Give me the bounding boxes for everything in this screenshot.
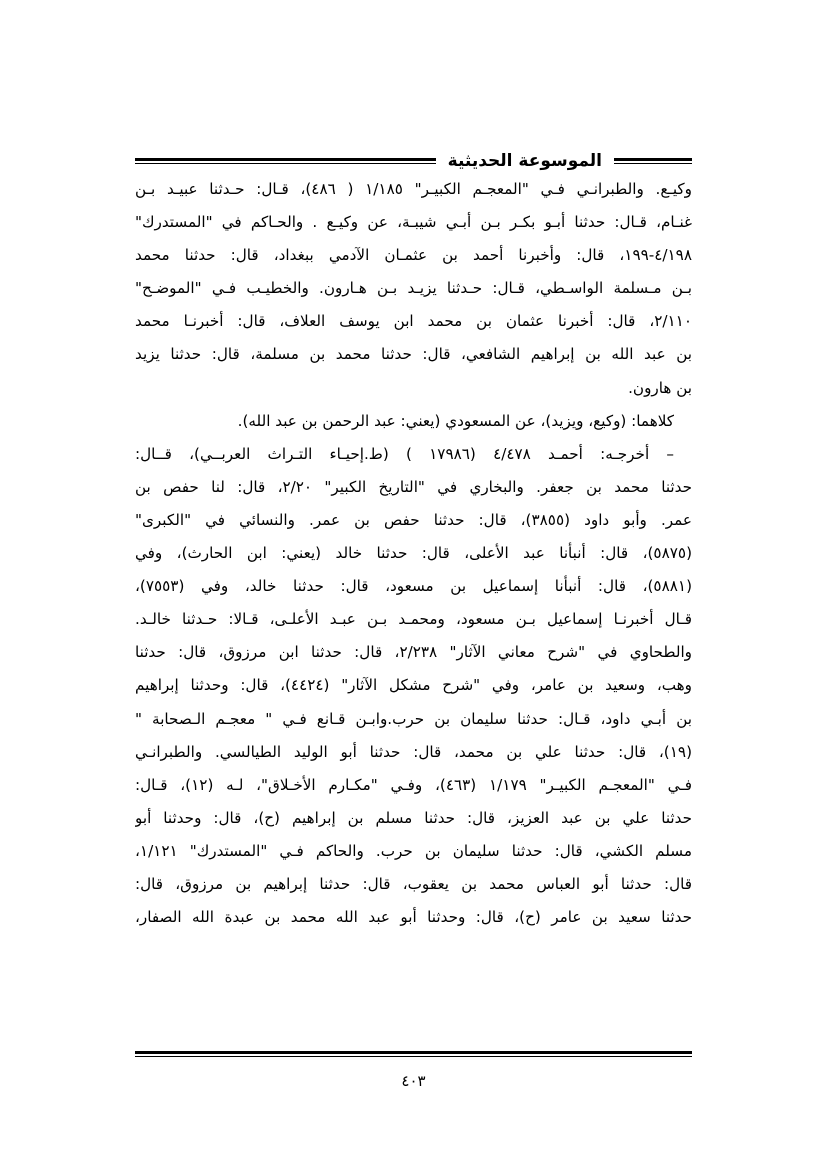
text-line: بن عبد الله بن إبراهيم الشافعي، قال: حدثنا محمد بن مسلمة، قال: حدثنا يزيد xyxy=(135,345,692,364)
text-line: بن أبـي داود، قـال: حدثنا سليمان بن حرب.وابـن قـانع فـي " معجـم الـصحابة " xyxy=(135,709,692,728)
header-rule-left xyxy=(135,158,436,164)
text-line: ٢/١١٠، قال: أخبرنا عثمان بن محمد ابن يوسف العلاف، قال: أخبرنـا محمد xyxy=(135,312,692,331)
header-title: الموسوعة الحديثية xyxy=(447,151,602,171)
text-line: بـن مـسلمة الواسـطي، قـال: حـدثنا يزيـد بـن هـارون. والخطيـب فـي "الموضـح" xyxy=(135,279,692,298)
text-line: وكيـع. والطبرانـي فـي "المعجـم الكبيـر" ١/١٨٥ ( ٤٨٦)، قـال: حـدثنا عبيـد بـن xyxy=(135,180,692,198)
text-line: عمر. وأبو داود (٣٨٥٥)، قال: حدثنا حفص بن عمر. والنسائي في "الكبرى" xyxy=(135,510,692,529)
text-line: حدثنا محمد بن جعفر. والبخاري في "التاريخ الكبير" ٢/٢٠، قال: لنا حفص بن xyxy=(135,477,692,496)
text-line: حدثنا سعيد بن عامر (ح)، قال: وحدثنا أبو عبد الله محمد بن عبدة الله الصفار، xyxy=(135,908,692,927)
text-line: فـي "المعجـم الكبيـر" ١/١٧٩ (٤٦٣)، وفـي "مكـارم الأخـلاق"، لـه (١٢)، قـال: xyxy=(135,775,692,794)
page-body xyxy=(135,173,692,934)
text-line: غنـام، قـال: حدثنا أبـو بكـر بـن أبـي شيبـة، عن وكيـع . والحـاكم في "المستدرك" xyxy=(135,213,692,232)
text-line: بن هارون. xyxy=(628,378,692,397)
text-line: كلاهما: (وكيع، ويزيد)، عن المسعودي (يعني: عبد الرحمن بن عبد الله). xyxy=(237,411,674,430)
text-line: – أخرجـه: أحمـد ٤/٤٧٨ (١٧٩٨٦ ) (ط.إحيـاء التـراث العربــي)، قــال: xyxy=(135,444,674,463)
text-line: مسلم الكشي، قال: حدثنا سليمان بن حرب. والحاكم فـي "المستدرك" ١/١٢١، xyxy=(135,841,692,860)
page-number: ٤٠٣ xyxy=(401,1072,426,1090)
text-line: قـال أخبرنـا إسماعيل بـن مسعود، ومحمـد بـن عبـد الأعلـى، قـالا: حـدثنا خالـد. xyxy=(135,610,692,629)
running-header xyxy=(135,148,692,174)
text-line: ٤/١٩٨-١٩٩، قال: وأخبرنا أحمد بن عثمـان الآدمي ببغداد، قال: حدثنا محمد xyxy=(135,246,692,265)
header-rule-right xyxy=(614,158,692,164)
footer-rule xyxy=(135,1051,692,1057)
text-line: (٥٨٧٥)، قال: أنبأنا عبد الأعلى، قال: حدثنا خالد (يعني: ابن الحارث)، وفي xyxy=(135,544,692,563)
text-line: (٥٨٨١)، قال: أنبأنا إسماعيل بن مسعود، قال: حدثنا خالد، وفي (٧٥٥٣)، xyxy=(135,577,692,596)
text-line: وهب، وسعيد بن عامر، وفي "شرح مشكل الآثار" (٤٤٢٤)، قال: وحدثنا إبراهيم xyxy=(135,676,692,695)
text-line: (١٩)، قال: حدثنا علي بن محمد، قال: حدثنا أبو الوليد الطيالسي. والطبرانـي xyxy=(135,742,692,761)
text-line: والطحاوي في "شرح معاني الآثار" ٢/٢٣٨، قال: حدثنا ابن مرزوق، قال: حدثنا xyxy=(135,643,692,662)
text-line: قال: حدثنا أبو العباس محمد بن يعقوب، قال: حدثنا إبراهيم بن مرزوق، قال: xyxy=(135,874,692,893)
text-line: حدثنا علي بن عبد العزيز، قال: حدثنا مسلم بن إبراهيم (ح)، قال: وحدثنا أبو xyxy=(135,808,692,827)
